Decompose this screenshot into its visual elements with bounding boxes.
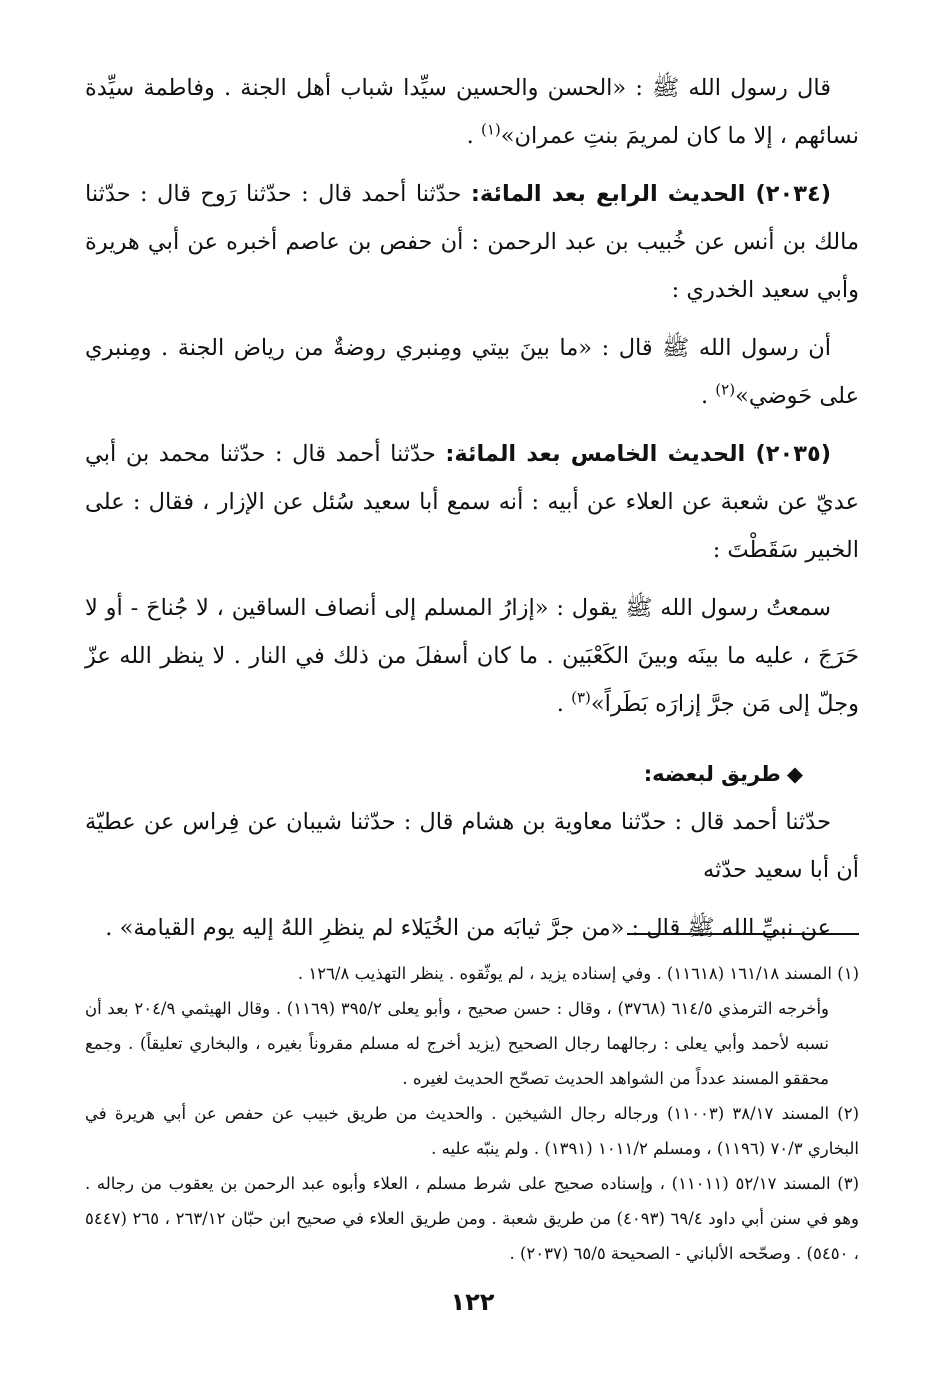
- punctuation: .: [556, 691, 572, 717]
- matn-text: قال رسول الله ﷺ : «الحسن والحسين سيِّدا شباب أهل الجنة . وفاطمة سيِّدة نسائهم ، إلا ما كان لمريمَ بنتِ عمران»: [85, 75, 859, 149]
- paragraph-isnad-2: [85, 798, 859, 894]
- paragraph-hadith-2034: [85, 170, 859, 314]
- sub-heading: [85, 750, 859, 798]
- footnote-ref-1[interactable]: (١): [480, 120, 501, 139]
- main-text: [85, 64, 859, 952]
- matn-text: سمعتُ رسول الله ﷺ يقول : «إزارُ المسلم إلى أنصاف الساقين ، لا جُناحَ - أو لا حَرَجَ ، عليه ما بينَه وبينَ الكَعْبَين . ما كان أسفلَ من ذلك في النار . لا ينظر الله عزّ وجلّ إلى مَن جرَّ إزارَه بَطَراً»: [85, 595, 859, 717]
- footnote-1: (١) المسند ١٦١/١٨ (١١٦١٨) . وفي إسناده يزيد ، لم يوثّقوه . ينظر التهذيب ١٢٦/٨ .: [297, 964, 859, 983]
- punctuation: .: [466, 123, 481, 149]
- hadith-heading-2034: (٢٠٣٤) الحديث الرابع بعد المائة:: [470, 181, 831, 207]
- matn-text: أن رسول الله ﷺ قال : «ما بينَ بيتي ومِنبري روضةٌ من رياض الجنة . ومِنبري على حَوضي»: [85, 335, 859, 409]
- paragraph-hadith-2033-matn: [85, 64, 859, 160]
- isnad-text: حدّثنا أحمد قال : حدّثنا رَوح قال : حدّثنا مالك بن أنس عن خُبيب بن عبد الرحمن : أن حفص بن عاصم أخبره عن أبي هريرة وأبي سعيد الخدري :: [85, 181, 859, 303]
- paragraph-hadith-2034-matn: [85, 324, 859, 420]
- paragraph-hadith-2035-matn: [85, 584, 859, 728]
- hadith-heading-2035: (٢٠٣٥) الحديث الخامس بعد المائة:: [445, 441, 831, 467]
- paragraph-matn-2: [85, 904, 859, 952]
- isnad-text: حدّثنا أحمد قال : حدّثنا معاوية بن هشام قال : حدّثنا شيبان عن فِراس عن عطيّة أن أبا سعيد حدّثه: [85, 809, 859, 883]
- diamond-bullet-icon: ◆: [786, 762, 803, 786]
- matn-text: عن نبيِّ الله ﷺ قال : «من جرَّ ثيابَه من الخُيَلاء لم ينظرِ اللهُ إليه يوم القيامة» .: [105, 915, 831, 941]
- isnad-text: حدّثنا أحمد قال : حدّثنا محمد بن أبي عديّ عن شعبة عن العلاء عن أبيه : أنه سمع أبا سعيد سُئل عن الإزار ، فقال : على الخبير سَقَطْتَ :: [85, 441, 859, 563]
- footnote-divider: [627, 933, 859, 935]
- sub-heading-text: طريق لبعضه:: [643, 762, 781, 786]
- footnote-ref-2[interactable]: (٢): [715, 380, 736, 399]
- punctuation: .: [700, 383, 716, 409]
- footnote-3: (٣) المسند ٥٢/١٧ (١١٠١١) ، وإسناده صحيح على شرط مسلم ، العلاء وأبوه عبد الرحمن بن يعقوب من رجاله . وهو في سنن أبي داود ٦٩/٤ (٤٠٩٣) من طريق شعبة . ومن طريق العلاء في صحيح ابن حبّان ٢٦٣/١٢ ، ٢٦٥ (٥٤٤٧ ، ٥٤٥٠) . وصحّحه الألباني - الصحيحة ٦٥/٥ (٢٠٣٧) .: [85, 1174, 860, 1263]
- footnote-1-continuation: وأخرجه الترمذي ٦١٤/٥ (٣٧٦٨) ، وقال : حسن صحيح ، وأبو يعلى ٣٩٥/٢ (١١٦٩) . وقال الهيثمي ٢٠٤/٩ بعد أن نسبه لأحمد وأبي يعلى : رجالهما رجال الصحيح (يزيد أخرج له مسلم مقروناً بغيره ، والبخاري تعليقاً) . وجمع محققو المسند عدداً من الشواهد الحديث تصحّح الحديث لغيره .: [85, 999, 830, 1088]
- footnote-2: (٢) المسند ٣٨/١٧ (١١٠٠٣) ورجاله رجال الشيخين . والحديث من طريق خبيب عن حفص عن أبي هريرة في البخاري ٧٠/٣ (١١٩٦) ، ومسلم ١٠١١/٢ (١٣٩١) . ولم ينبّه عليه .: [85, 1104, 860, 1158]
- page-number: ١٢٢: [450, 1288, 495, 1316]
- paragraph-hadith-2035: [85, 430, 859, 574]
- footnotes: [85, 956, 859, 1271]
- footnote-ref-3[interactable]: (٣): [571, 688, 591, 707]
